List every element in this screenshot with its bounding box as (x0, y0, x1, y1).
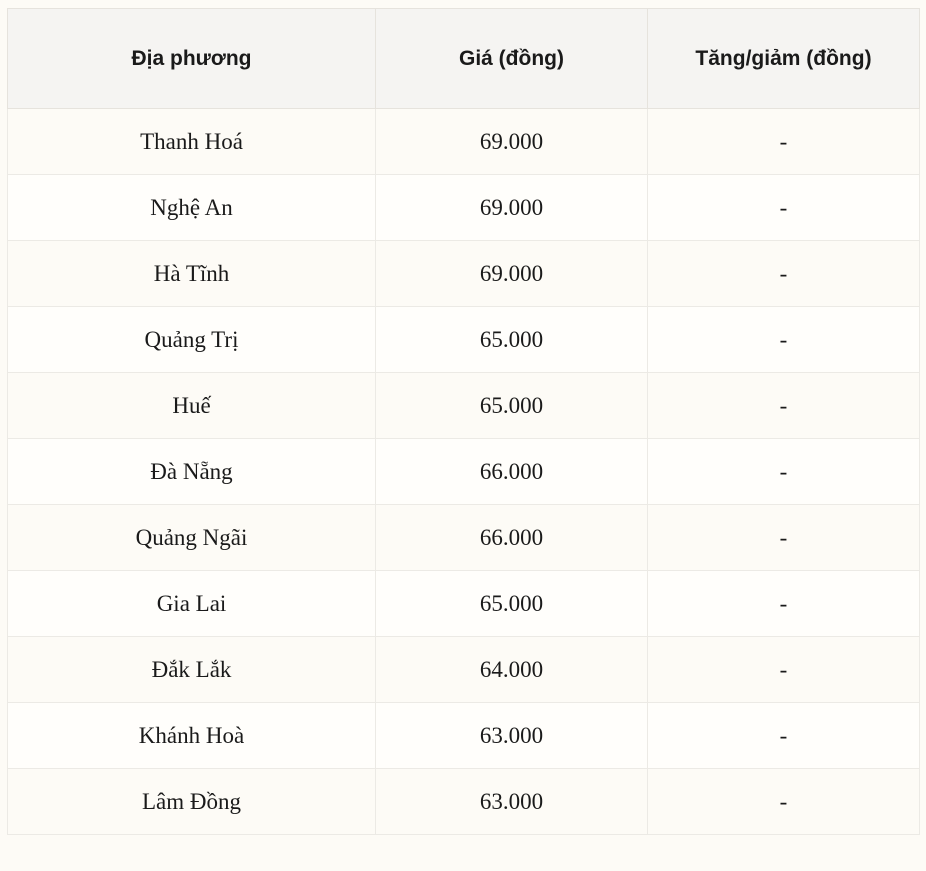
table-header (8, 9, 920, 109)
table-row (8, 571, 920, 637)
table-row (8, 637, 920, 703)
cell-change: - (648, 109, 920, 175)
table-row (8, 373, 920, 439)
cell-locality: Khánh Hoà (8, 703, 376, 769)
cell-change: - (648, 175, 920, 241)
cell-price: 66.000 (376, 439, 648, 505)
cell-locality: Huế (8, 373, 376, 439)
cell-price: 65.000 (376, 307, 648, 373)
cell-locality: Nghệ An (8, 175, 376, 241)
cell-change: - (648, 571, 920, 637)
table-row (8, 109, 920, 175)
cell-locality: Gia Lai (8, 571, 376, 637)
cell-price: 64.000 (376, 637, 648, 703)
cell-locality: Lâm Đồng (8, 769, 376, 835)
cell-change: - (648, 241, 920, 307)
cell-price: 65.000 (376, 373, 648, 439)
table-row (8, 769, 920, 835)
cell-locality: Đắk Lắk (8, 637, 376, 703)
cell-change: - (648, 637, 920, 703)
cell-price: 69.000 (376, 109, 648, 175)
table-row (8, 505, 920, 571)
cell-price: 63.000 (376, 703, 648, 769)
cell-locality: Hà Tĩnh (8, 241, 376, 307)
table-row (8, 307, 920, 373)
cell-change: - (648, 703, 920, 769)
cell-price: 69.000 (376, 175, 648, 241)
table-header-row (8, 9, 920, 109)
table-row (8, 241, 920, 307)
column-header-price: Giá (đồng) (376, 9, 648, 109)
cell-change: - (648, 307, 920, 373)
cell-change: - (648, 505, 920, 571)
column-header-change: Tăng/giảm (đồng) (648, 9, 920, 109)
cell-change: - (648, 769, 920, 835)
table-row (8, 703, 920, 769)
cell-change: - (648, 373, 920, 439)
cell-change: - (648, 439, 920, 505)
cell-price: 65.000 (376, 571, 648, 637)
cell-price: 69.000 (376, 241, 648, 307)
cell-price: 63.000 (376, 769, 648, 835)
table-row (8, 175, 920, 241)
cell-locality: Đà Nẵng (8, 439, 376, 505)
cell-locality: Quảng Ngãi (8, 505, 376, 571)
cell-price: 66.000 (376, 505, 648, 571)
table-row (8, 439, 920, 505)
column-header-locality: Địa phương (8, 9, 376, 109)
cell-locality: Quảng Trị (8, 307, 376, 373)
price-table (7, 8, 920, 835)
cell-locality: Thanh Hoá (8, 109, 376, 175)
table-body (8, 109, 920, 835)
